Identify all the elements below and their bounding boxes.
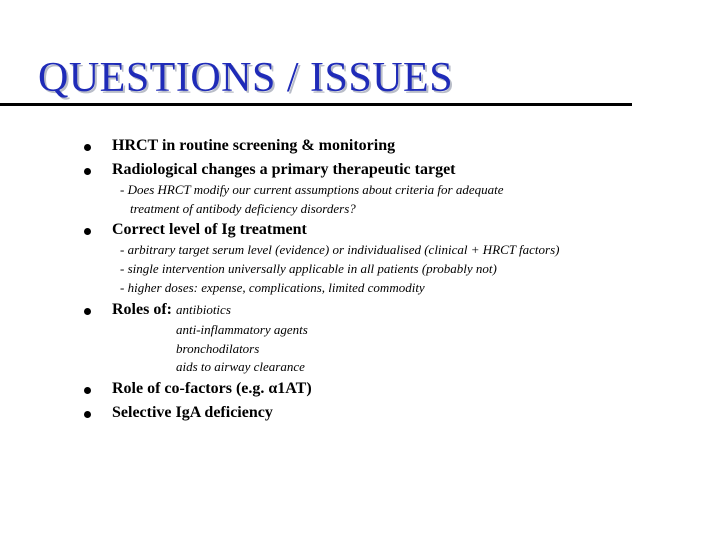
bullet-text: Selective IgA deficiency (112, 404, 273, 421)
bullet-icon (84, 144, 91, 151)
sub-text: - single intervention universally applicable in all patients (probably not) (120, 261, 497, 276)
bullet-icon (84, 228, 91, 235)
bullet-icon (84, 308, 91, 315)
bullet-icon (84, 168, 91, 175)
bullet-text: Correct level of Ig treatment (112, 221, 307, 238)
bullet-text: Role of co-factors (e.g. α1AT) (112, 380, 312, 397)
sub-text: anti-inflammatory agents (176, 322, 308, 337)
sub-text: treatment of antibody deficiency disorders? (130, 201, 356, 216)
sub-text: aids to airway clearance (176, 359, 305, 374)
sub-text: - arbitrary target serum level (evidence) or individualised (clinical + HRCT factors) (120, 242, 560, 257)
slide-title: QUESTIONS / ISSUES (38, 55, 454, 101)
title-underline (0, 103, 632, 106)
sub-text: - higher doses: expense, complications, limited commodity (120, 280, 425, 295)
bullet-icon (84, 387, 91, 394)
roles-label: Roles of: (112, 301, 172, 318)
sub-text: bronchodilators (176, 341, 260, 356)
bullet-text: HRCT in routine screening & monitoring (112, 137, 396, 154)
bullet-text (112, 301, 231, 319)
sub-text: - Does HRCT modify our current assumptions about criteria for adequate (120, 182, 504, 197)
bullet-icon (84, 411, 91, 418)
bullet-text: Radiological changes a primary therapeutic target (112, 161, 456, 178)
roles-inline: antibiotics (175, 302, 231, 317)
